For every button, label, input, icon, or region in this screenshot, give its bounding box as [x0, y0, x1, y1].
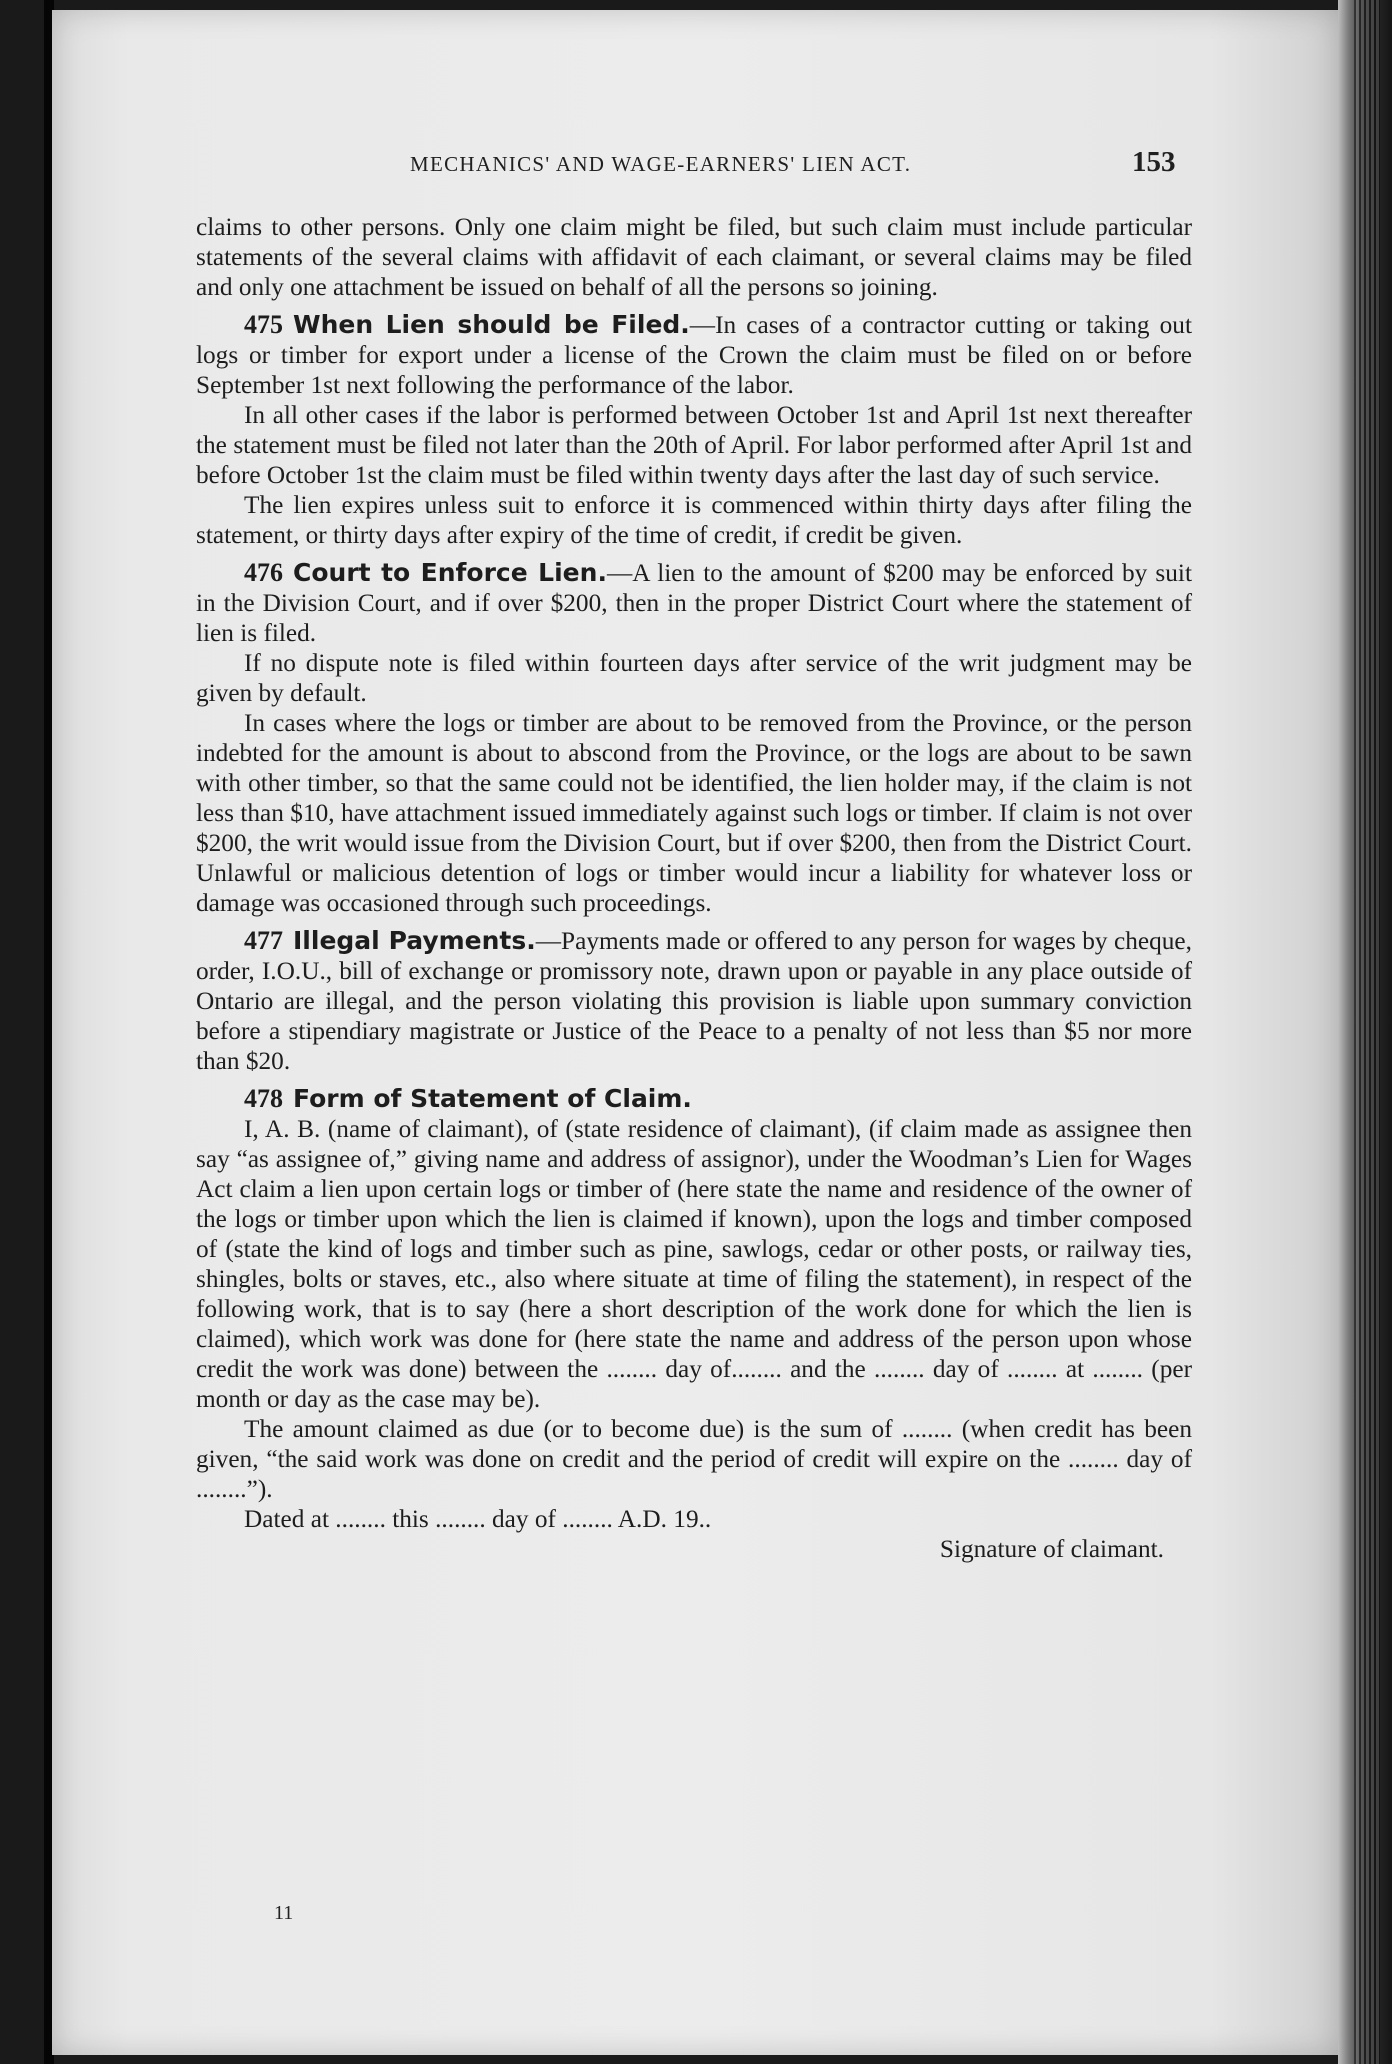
section-lead-text: —A lien to the amount of $200 may be enforced by suit in the Division Court, and if over $200, then in the proper District Court where the statement of lien is filed. — [196, 559, 1192, 647]
section-number: 475 — [244, 310, 283, 339]
section-number: 477 — [244, 926, 283, 955]
section-477 — [196, 926, 1192, 1076]
form-paragraph: The amount claimed as due (or to become due) is the sum of ........ (when credit has been given, “the said work was done on credit and the period of credit will expire on the ........ day of ........”). — [196, 1415, 1192, 1503]
page-number: 153 — [1132, 146, 1176, 178]
section-lead-text: —In cases of a contractor cutting or taking out logs or timber for export under a license of the Crown the claim must be filed on or before September 1st next following the performance of the labor. — [196, 311, 1192, 399]
section-title: Form of Statement of Claim. — [293, 1084, 692, 1113]
section-title: When Lien should be Filed. — [293, 310, 690, 339]
body-text — [196, 212, 1192, 1564]
section-number: 478 — [244, 1084, 283, 1113]
section-title: Court to Enforce Lien. — [293, 558, 607, 587]
page-stack-lines — [1354, 0, 1380, 2064]
folio-number: 11 — [274, 1902, 294, 1924]
section-paragraph: In cases where the logs or timber are about to be removed from the Province, or the person indebted for the amount is about to abscond from the Province, or the logs are about to be sawn with other timber, so that the same could not be identified, the lien holder may, if the claim is not less than $10, have attachment issued immediately against such logs or timber. If claim is not over $200, the writ would issue from the Division Court, but if over $200, then from the District Court. Unlawful or malicious detention of logs or timber would incur a liability for whatever loss or damage was occasioned through such proceedings. — [196, 709, 1192, 917]
section-heading-paragraph — [196, 558, 1192, 648]
form-dated-line: Dated at ........ this ........ day of ........ A.D. 19.. — [244, 1505, 712, 1533]
signature-line: Signature of claimant. — [939, 1535, 1164, 1563]
section-heading-paragraph — [196, 310, 1192, 400]
section-number: 476 — [244, 558, 283, 587]
section-lead-text: —Payments made or offered to any person for wages by cheque, order, I.O.U., bill of exchange or promissory note, drawn upon or payable in any place outside of Ontario are illegal, and the person violating this provision is liable upon summary conviction before a stipendiary magistrate or Justice of the Peace to a penalty of not less than $5 nor more than $20. — [196, 927, 1192, 1075]
section-476 — [196, 558, 1192, 918]
section-475 — [196, 310, 1192, 550]
section-478 — [196, 1084, 1192, 1564]
section-paragraph: If no dispute note is filed within fourteen days after service of the writ judgment may be given by default. — [196, 649, 1192, 707]
section-heading-paragraph — [196, 1084, 1192, 1114]
section-heading-paragraph — [196, 926, 1192, 1076]
section-title: Illegal Payments. — [293, 926, 536, 955]
running-head: MECHANICS' AND WAGE-EARNERS' LIEN ACT. — [410, 152, 912, 176]
section-paragraph: The lien expires unless suit to enforce it is commenced within thirty days after filing the statement, or thirty days after expiry of the time of credit, if credit be given. — [196, 491, 1192, 549]
opening-paragraph: claims to other persons. Only one claim might be filed, but such claim must include particular statements of the several claims with affidavit of each claimant, or several claims may be filed and only one attachment be issued on behalf of all the persons so joining. — [196, 213, 1192, 301]
form-paragraph: I, A. B. (name of claimant), of (state residence of claimant), (if claim made as assignee then say “as assignee of,” giving name and address of assignor), under the Woodman’s Lien for Wages Act claim a lien upon certain logs or timber of (here state the name and residence of the owner of the logs or timber upon which the lien is claimed if known), upon the logs and timber composed of (state the kind of logs and timber such as pine, sawlogs, cedar or other posts, or railway ties, shingles, bolts or staves, etc., also where situate at time of filing the statement), in respect of the following work, that is to say (here a short description of the work done for which the lien is claimed), which work was done for (here state the name and address of the person upon whose credit the work was done) between the ........ day of........ and the ........ day of ........ at ........ (per month or day as the case may be). — [196, 1115, 1192, 1413]
section-paragraph: In all other cases if the labor is performed between October 1st and April 1st next thereafter the statement must be filed not later than the 20th of April. For labor performed after April 1st and before October 1st the claim must be filed within twenty days after the last day of such service. — [196, 401, 1192, 489]
